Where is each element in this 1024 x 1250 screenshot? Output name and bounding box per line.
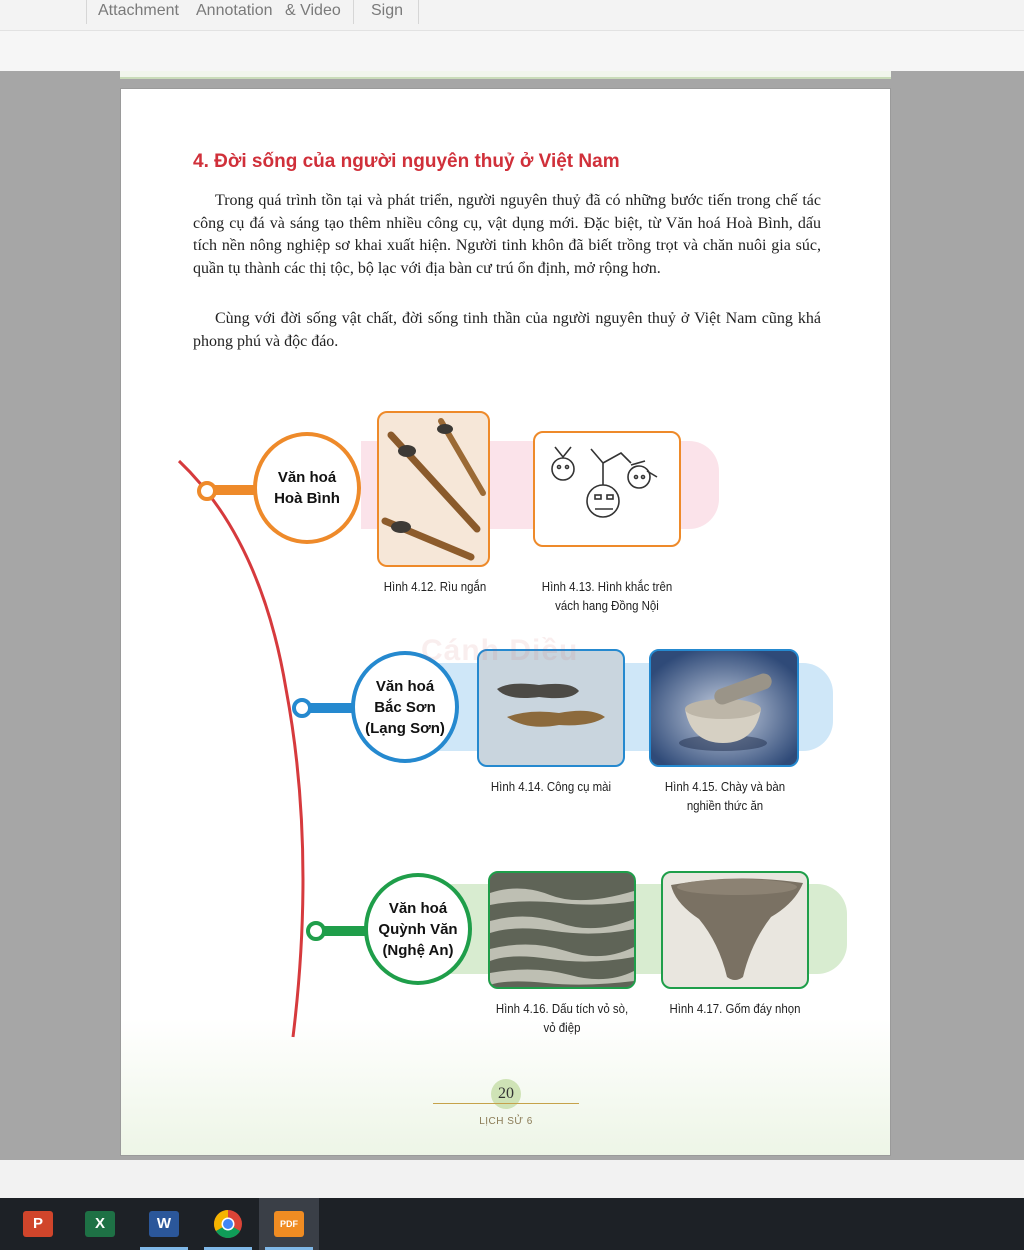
- paragraph-2: Cùng với đời sống vật chất, đời sống tinh thần của người nguyên thuỷ ở Việt Nam cũng khá phong phú và độc đáo.: [193, 310, 821, 350]
- culture-name-line: Văn hoá: [388, 899, 448, 917]
- page-number-rule: [433, 1103, 579, 1104]
- culture-name-line: (Lạng Sơn): [365, 719, 445, 737]
- menu-separator: [86, 0, 87, 24]
- menu-attachment[interactable]: Attachment: [98, 2, 179, 19]
- pointed-pottery-illustration: [663, 873, 807, 987]
- caption-line: vách hang Đồng Nội: [555, 598, 659, 613]
- viewer-status-area: [0, 1160, 1024, 1198]
- culture-name-line: Văn hoá: [277, 469, 337, 486]
- taskbar-excel[interactable]: [70, 1198, 130, 1250]
- page-number: 20: [491, 1079, 521, 1109]
- section-title: 4. Đời sống của người nguyên thuỷ ở Việt Nam: [193, 151, 620, 172]
- caption-line: vỏ điệp: [543, 1020, 581, 1035]
- culture-hoa-binh: [253, 432, 361, 544]
- caption-line: Hình 4.15. Chày và bàn: [664, 779, 786, 794]
- pdf-icon: PDF: [274, 1211, 304, 1237]
- timeline-node-bac-son: [292, 698, 312, 718]
- figure-4-13-caption: [531, 577, 682, 615]
- menu-bar: [0, 0, 1024, 31]
- caption-line: Hình 4.16. Dấu tích vỏ sò,: [495, 1001, 629, 1016]
- document-page[interactable]: [120, 88, 891, 1156]
- figure-4-16-photo: [488, 871, 636, 989]
- word-icon: W: [149, 1211, 179, 1237]
- timeline-node-quynh-van: [306, 921, 326, 941]
- taskbar-pdf-reader[interactable]: [259, 1198, 319, 1250]
- figure-4-15-caption: [655, 777, 796, 815]
- culture-quynh-van: [364, 873, 472, 985]
- menu-sign[interactable]: Sign: [371, 2, 404, 19]
- previous-page-edge: [120, 71, 891, 79]
- figure-4-16-caption: [489, 999, 635, 1037]
- figure-4-17-caption: [659, 999, 810, 1018]
- taskbar-powerpoint[interactable]: [8, 1198, 68, 1250]
- connector-bac-son: [307, 703, 353, 713]
- caption-line: Hình 4.17. Gốm đáy nhọn: [669, 1001, 801, 1016]
- menu-annotation[interactable]: Annotation: [196, 2, 273, 19]
- timeline-curve: [121, 89, 891, 1156]
- timeline-node-hoa-binh: [197, 481, 217, 501]
- menu-video[interactable]: & Video: [285, 2, 341, 19]
- menu-separator: [353, 0, 354, 24]
- taskbar: [0, 1198, 1024, 1250]
- connector-hoa-binh: [212, 485, 256, 495]
- culture-name-line: (Nghệ An): [382, 941, 454, 959]
- figure-4-15-photo: [649, 649, 799, 767]
- culture-name-line: Văn hoá: [375, 677, 435, 695]
- culture-name-line: Quỳnh Văn: [378, 920, 458, 938]
- connector-quynh-van: [322, 926, 366, 936]
- mortar-pestle-illustration: [651, 651, 797, 765]
- caption-line: Hình 4.14. Công cụ mài: [490, 779, 612, 794]
- taskbar-chrome[interactable]: [198, 1198, 258, 1250]
- publisher-watermark: Cánh Diều: [421, 634, 579, 667]
- excel-icon: X: [85, 1211, 115, 1237]
- powerpoint-icon: P: [23, 1211, 53, 1237]
- figure-4-14-caption: [486, 777, 616, 796]
- culture-name-line: Bắc Sơn: [374, 698, 436, 716]
- figure-4-12-caption: [373, 577, 496, 596]
- figure-4-13-photo: [533, 431, 681, 547]
- shell-layers-illustration: [490, 873, 634, 987]
- figure-4-12-photo: [377, 411, 490, 567]
- paragraph-1: Trong quá trình tồn tại và phát triển, người nguyên thuỷ đã có những bước tiến trong chế tác công cụ đá và sáng tạo thêm nhiều công cụ, vật dụng mới. Đặc biệt, từ Văn hoá Hoà Bình, dấu tích nền nông nghiệp sơ khai xuất hiện. Người tinh khôn đã biết trồng trọt và chăn nuôi gia súc, quần tụ thành các thị tộc, bộ lạc với địa bàn cư trú ổn định, mở rộng hơn.: [193, 192, 821, 277]
- figure-4-17-photo: [661, 871, 809, 989]
- caption-line: Hình 4.13. Hình khắc trên: [541, 579, 673, 594]
- cave-engraving-illustration: [535, 433, 679, 545]
- chrome-icon: [213, 1209, 243, 1239]
- menu-separator: [418, 0, 419, 24]
- taskbar-word[interactable]: [134, 1198, 194, 1250]
- axe-illustration: [379, 413, 488, 565]
- grinding-tools-illustration: [479, 651, 623, 765]
- book-name: LỊCH SỬ 6: [479, 1116, 533, 1127]
- caption-line: Hình 4.12. Rìu ngắn: [383, 579, 487, 594]
- toolbar: [0, 31, 1024, 71]
- caption-line: nghiền thức ăn: [686, 798, 764, 813]
- culture-name-line: Hoà Bình: [274, 490, 340, 507]
